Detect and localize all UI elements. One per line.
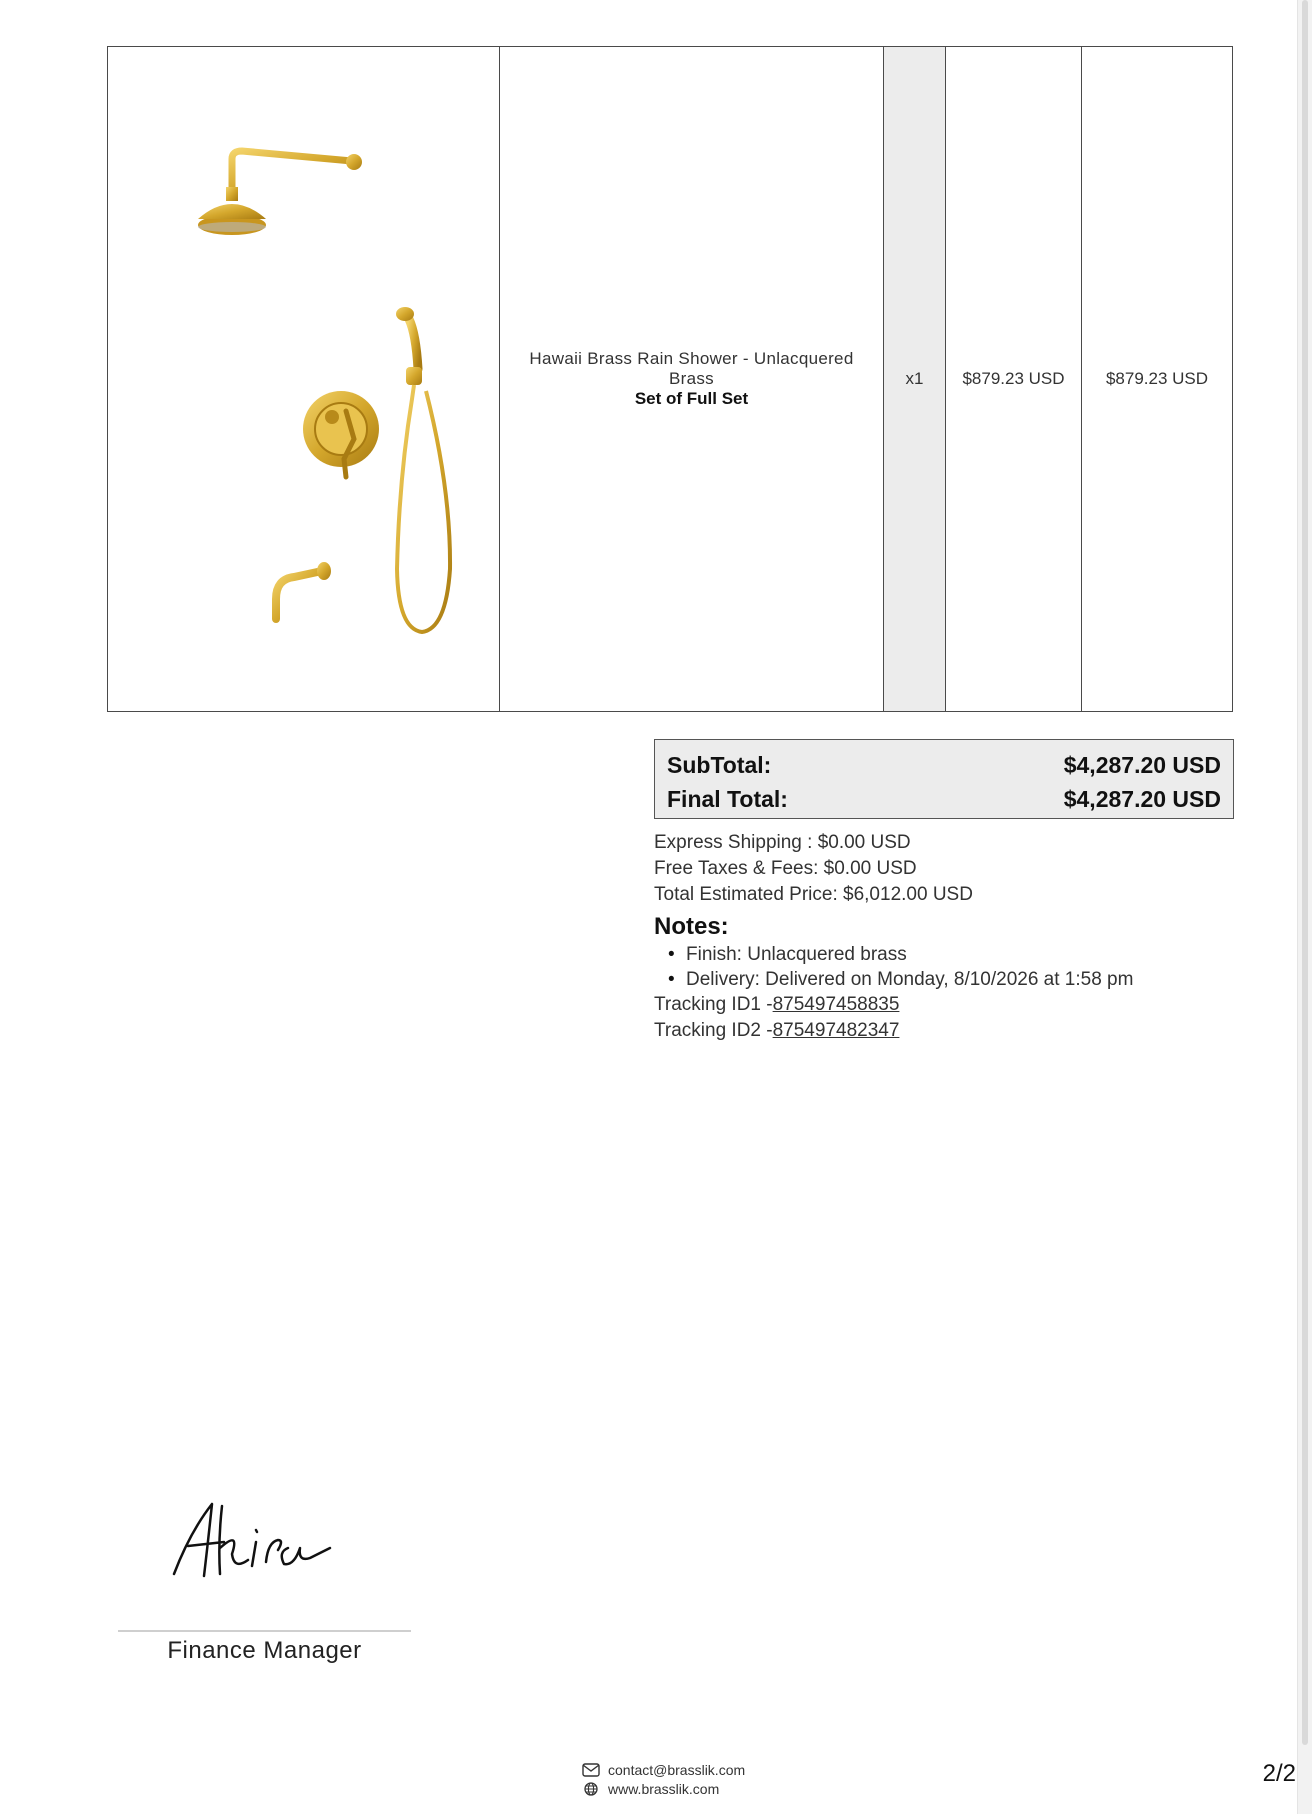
table-row: [108, 47, 1233, 712]
note-item: • Delivery: Delivered on Monday, 8/10/2026 at 1:58 pm: [686, 967, 1294, 992]
final-total-label: Final Total:: [667, 786, 788, 812]
product-name: Hawaii Brass Rain Shower - Unlacquered Brass: [529, 349, 854, 388]
tracking-link-1[interactable]: 875497458835: [772, 994, 900, 1015]
tracking-link-2[interactable]: 875497482347: [772, 1020, 900, 1041]
subtotal-label: SubTotal:: [667, 752, 772, 778]
line-total-cell: [1082, 47, 1233, 712]
signature-role: Finance Manager: [167, 1637, 362, 1664]
tracking-label: Tracking ID2 -: [654, 1020, 773, 1041]
signature-image: [160, 1492, 340, 1597]
note-item: • Finish: Unlacquered brass: [686, 942, 1294, 967]
footer-website-row: [582, 1779, 745, 1798]
mail-icon: [582, 1763, 600, 1777]
line-total-value: $879.23 USD: [1105, 369, 1209, 388]
quantity-cell: [884, 47, 946, 712]
quantity-value: x1: [905, 369, 924, 388]
product-variant: Set of Full Set: [634, 389, 749, 408]
final-total-row: [667, 782, 1221, 816]
page-number: 2/2: [1262, 1760, 1296, 1787]
footer-website[interactable]: www.brasslik.com: [608, 1780, 720, 1797]
tracking-line-2: [654, 1018, 1294, 1044]
estimated-price-line: Total Estimated Price: $6,012.00 USD: [654, 884, 973, 905]
unit-price-cell: [946, 47, 1082, 712]
unit-price-value: $879.23 USD: [962, 369, 1065, 388]
tracking-line-1: [654, 992, 1294, 1018]
notes-title: Notes:: [654, 913, 729, 940]
order-summary: [654, 830, 1294, 1044]
footer-contact: [582, 1760, 745, 1798]
notes-list: [654, 942, 1294, 992]
totals-box: [654, 739, 1234, 819]
footer-email-row: [582, 1760, 745, 1779]
product-description-cell: [500, 47, 884, 712]
subtotal-row: [667, 748, 1221, 782]
product-image: [154, 99, 454, 659]
signature-line: [118, 1630, 411, 1632]
taxes-line: Free Taxes & Fees: $0.00 USD: [654, 858, 917, 879]
globe-icon: [582, 1782, 600, 1796]
scrollbar[interactable]: [1302, 0, 1308, 1745]
shipping-line: Express Shipping : $0.00 USD: [654, 832, 911, 853]
subtotal-value: $4,287.20 USD: [1063, 752, 1221, 778]
tracking-label: Tracking ID1 -: [654, 994, 773, 1015]
footer-email[interactable]: contact@brasslik.com: [608, 1761, 746, 1778]
final-total-value: $4,287.20 USD: [1063, 786, 1221, 812]
line-items-table: [107, 46, 1233, 712]
product-image-cell: [108, 47, 500, 712]
